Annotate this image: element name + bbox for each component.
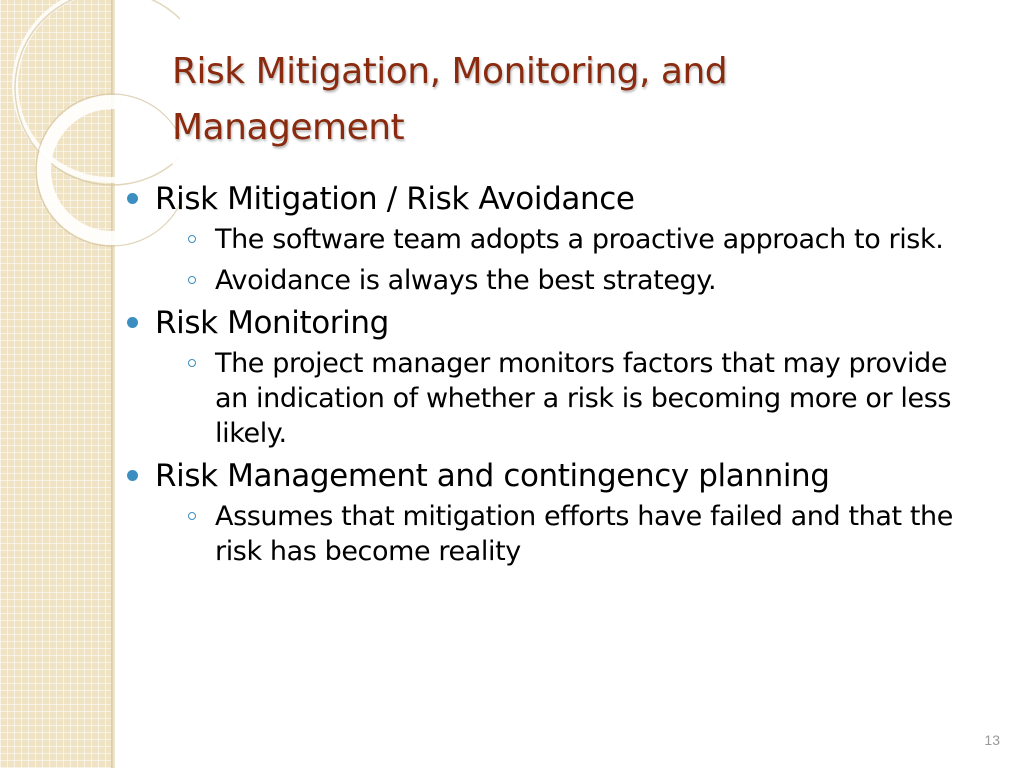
filled-circle-bullet-icon: [127, 193, 138, 204]
hollow-circle-bullet-icon: [188, 359, 196, 367]
sub-bullet-text: The software team adopts a proactive approach to risk.: [215, 224, 944, 255]
filled-circle-bullet-icon: [127, 470, 138, 481]
page-number: 13: [984, 732, 1000, 748]
bullet-text: Risk Mitigation / Risk Avoidance: [155, 181, 635, 217]
sub-bullet-text: Assumes that mitigation efforts have failed and that the risk has become reality: [215, 501, 953, 567]
bullet-text: Risk Monitoring: [155, 305, 389, 341]
sub-bullet-item: [155, 263, 975, 298]
sub-bullet-text: Avoidance is always the best strategy.: [215, 265, 717, 296]
bullet-list: [125, 180, 975, 575]
sub-bullet-list: [155, 346, 975, 451]
slide-title: Risk Mitigation, Monitoring, and Management: [172, 51, 728, 148]
bullet-item: [125, 180, 975, 298]
bullet-item: [125, 304, 975, 451]
hollow-circle-bullet-icon: [188, 235, 196, 243]
hollow-circle-bullet-icon: [188, 276, 196, 284]
bullet-item: [125, 457, 975, 569]
sub-bullet-list: [155, 222, 975, 298]
sub-bullet-item: [155, 346, 975, 451]
sub-bullet-item: [155, 222, 975, 257]
sub-bullet-list: [155, 499, 975, 569]
sub-bullet-item: [155, 499, 975, 569]
filled-circle-bullet-icon: [127, 317, 138, 328]
hollow-circle-bullet-icon: [188, 512, 196, 520]
bullet-text: Risk Management and contingency planning: [155, 458, 830, 494]
sub-bullet-text: The project manager monitors factors that may provide an indication of whether a risk is becoming more or less likely.: [215, 348, 952, 449]
